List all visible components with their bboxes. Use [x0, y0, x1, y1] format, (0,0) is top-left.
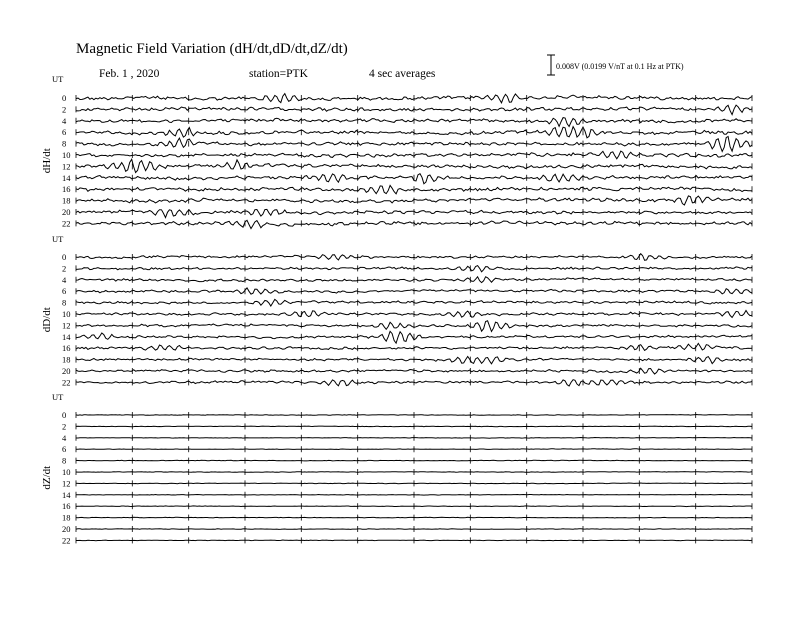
hour-label: 10	[62, 309, 71, 319]
station-label: station=PTK	[249, 68, 308, 80]
panel-axis-label: dZ/dt	[41, 465, 53, 490]
hour-label: 16	[62, 184, 71, 195]
averaging-label: 4 sec averages	[369, 68, 436, 80]
hour-label: 14	[62, 331, 71, 342]
hour-label: 4	[62, 274, 67, 285]
ut-label: UT	[52, 74, 64, 84]
panels	[41, 74, 752, 545]
hour-label: 20	[62, 207, 71, 217]
chart-title: Magnetic Field Variation (dH/dt,dD/dt,dZ/dt)	[76, 41, 348, 57]
hour-label: 0	[62, 93, 67, 103]
hour-label: 14	[62, 489, 71, 500]
hour-label: 8	[62, 455, 67, 466]
date-label: Feb. 1 , 2020	[99, 68, 160, 80]
hour-label: 22	[62, 377, 71, 388]
hour-label: 12	[62, 161, 71, 172]
hour-label: 8	[62, 297, 67, 308]
hour-label: 2	[62, 104, 67, 115]
ut-label: UT	[52, 234, 64, 244]
scale-bar	[547, 55, 684, 75]
hour-label: 10	[62, 150, 71, 160]
hour-label: 20	[62, 524, 71, 534]
hour-label: 18	[62, 354, 71, 365]
hour-label: 14	[62, 172, 71, 183]
hour-label: 6	[62, 127, 67, 138]
hour-label: 16	[62, 343, 71, 354]
ut-label: UT	[52, 392, 64, 402]
hour-label: 12	[62, 320, 71, 331]
hour-label: 4	[62, 432, 67, 443]
hour-label: 8	[62, 138, 67, 149]
hour-label: 12	[62, 478, 71, 489]
hour-label: 0	[62, 410, 67, 420]
hour-label: 0	[62, 252, 67, 262]
hour-label: 22	[62, 535, 71, 546]
hour-label: 10	[62, 467, 71, 477]
hour-label: 6	[62, 444, 67, 455]
hour-label: 6	[62, 286, 67, 297]
hour-label: 18	[62, 512, 71, 523]
hour-label: 16	[62, 501, 71, 512]
hour-label: 20	[62, 366, 71, 376]
panel-axis-label: dH/dt	[41, 148, 53, 174]
hour-label: 4	[62, 115, 67, 126]
hour-label: 18	[62, 195, 71, 206]
panel-axis-label: dD/dt	[41, 307, 53, 333]
panel-dddt	[41, 234, 752, 387]
hour-label: 2	[62, 421, 67, 432]
panel-dzdt	[41, 392, 752, 545]
scale-bar-label: 0.008V (0.0199 V/nT at 0.1 Hz at PTK)	[556, 62, 684, 71]
hour-label: 22	[62, 218, 71, 229]
panel-dhdt	[41, 74, 752, 229]
hour-label: 2	[62, 263, 67, 274]
